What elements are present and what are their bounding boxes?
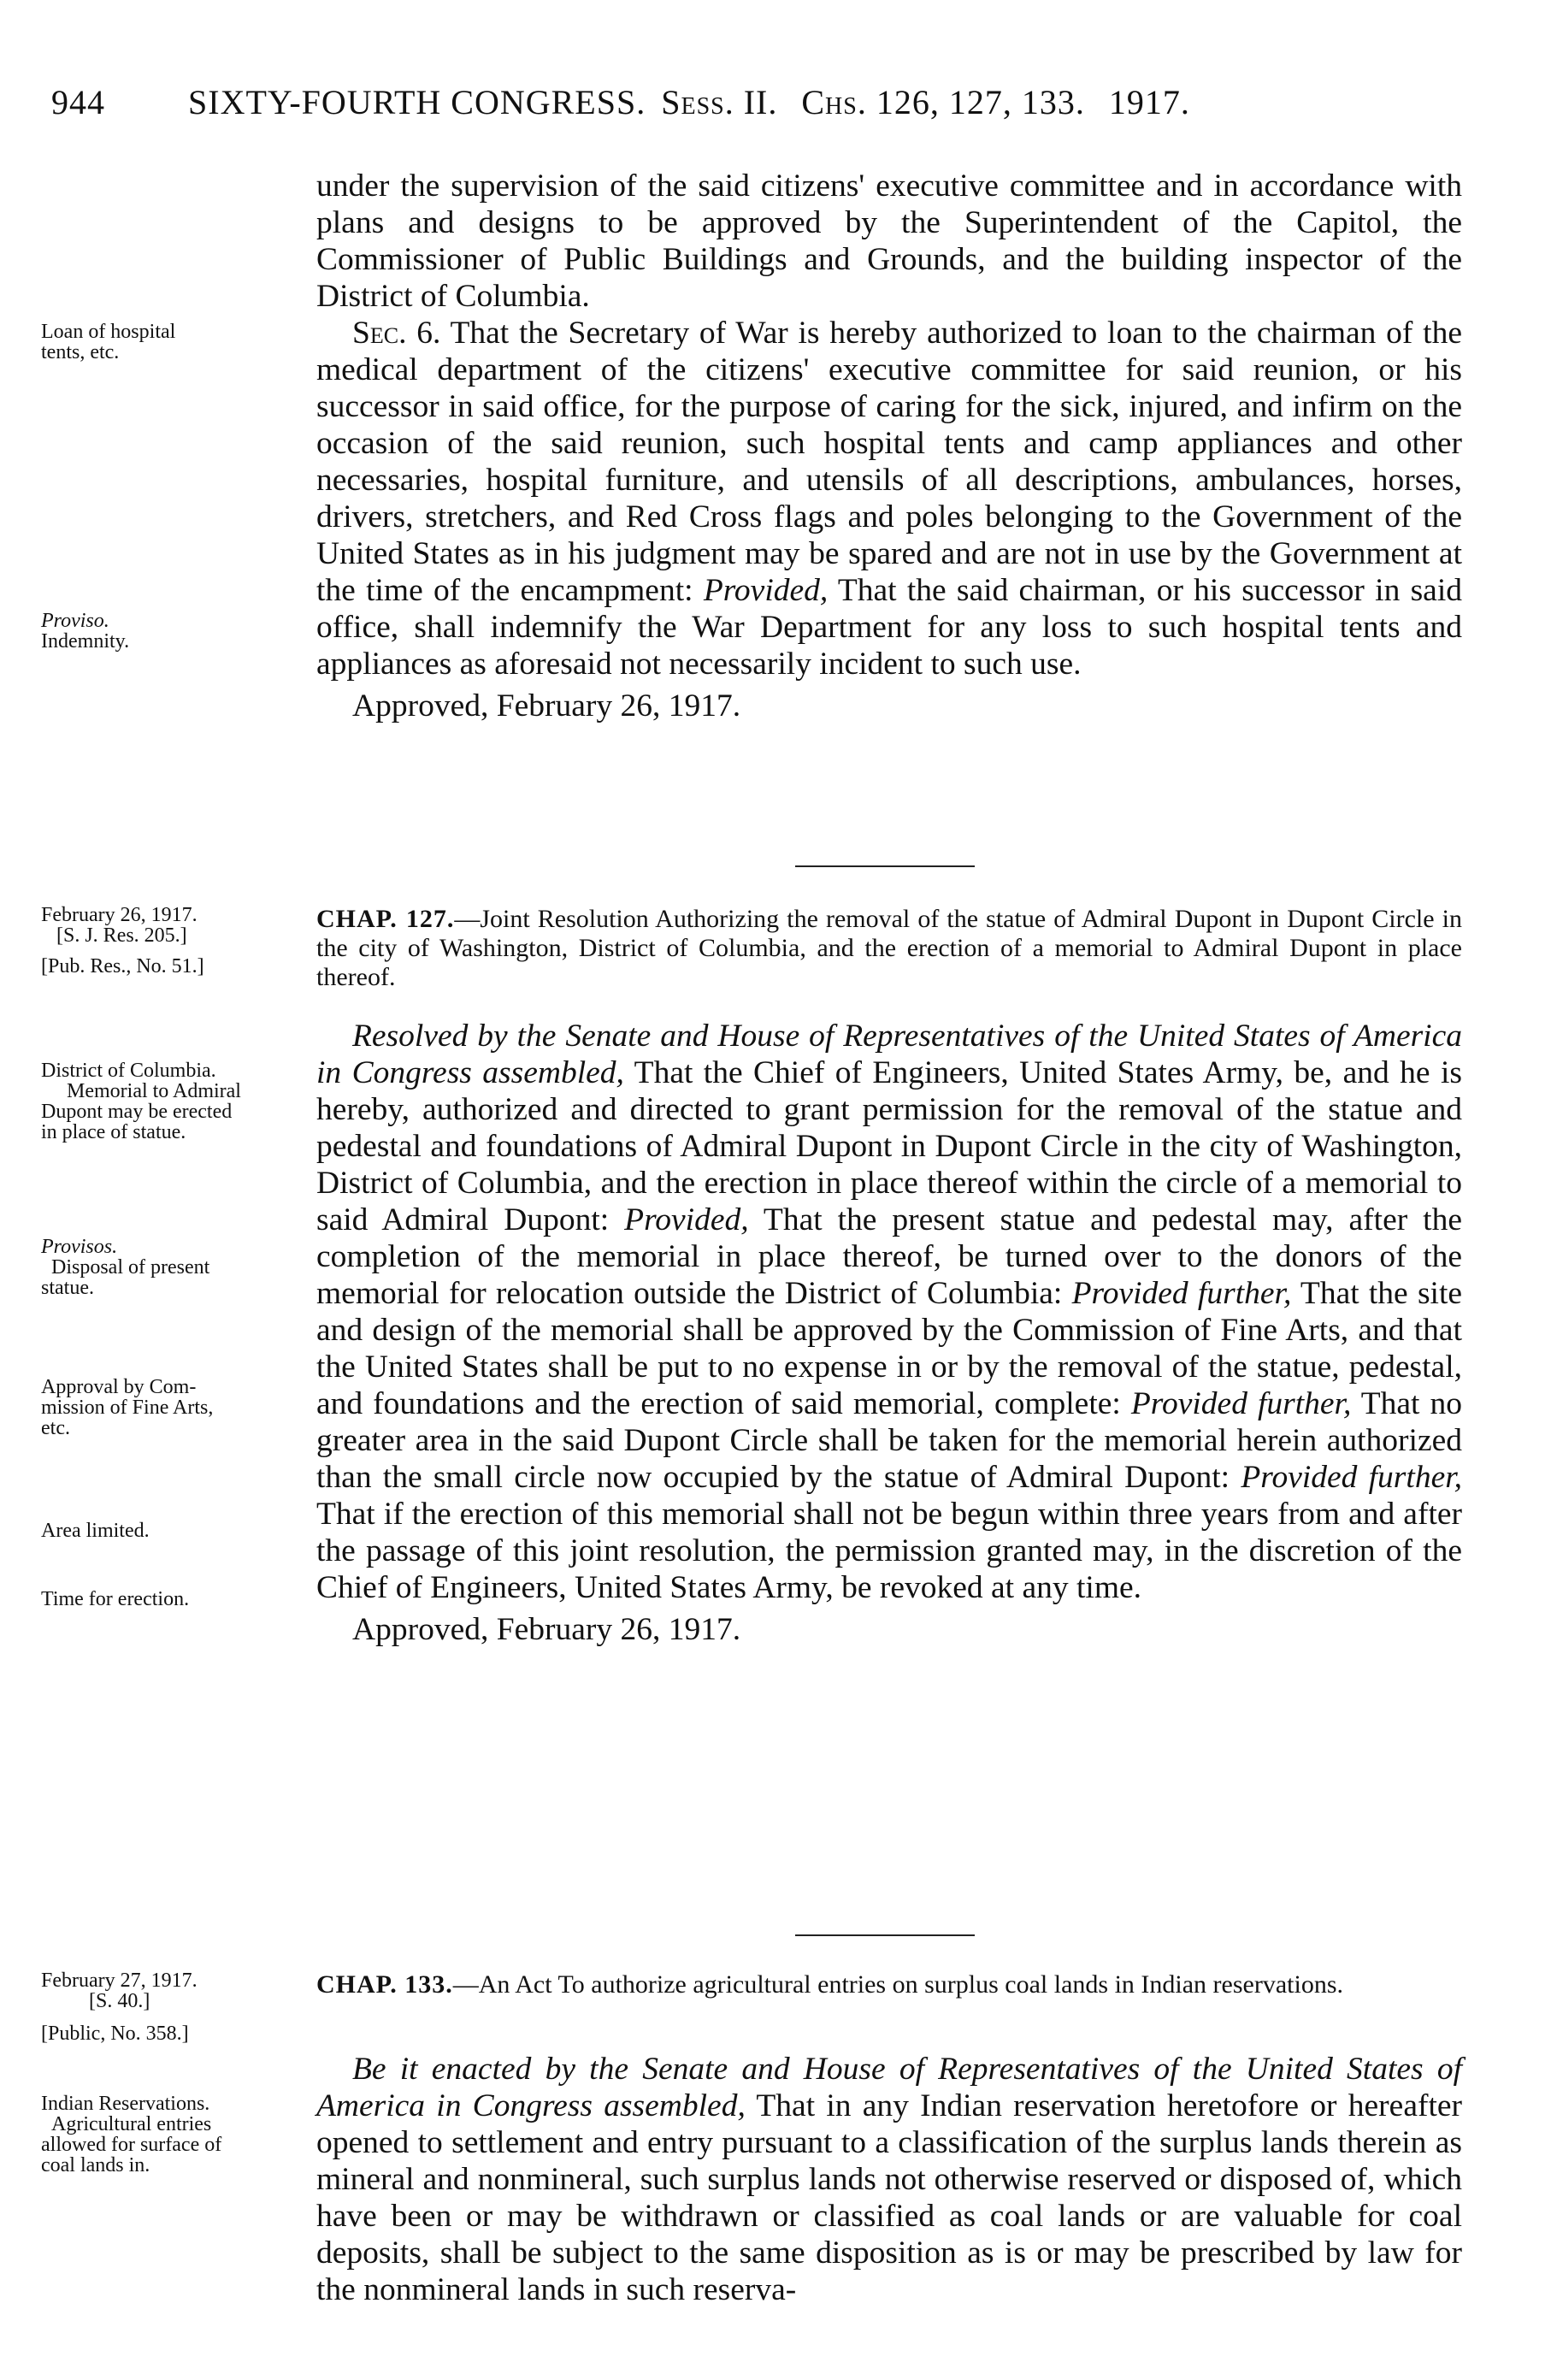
chap-133-heading [316, 1970, 1462, 1999]
margin-note-loan: Loan of hospital tents, etc. [41, 321, 176, 363]
chapter-126-continuation [316, 168, 1462, 724]
margin-note-dc: District of Columbia. Memorial to Admiral Dupont may be erected in place of statue. [41, 1060, 241, 1143]
chap-127-bill: [S. J. Res. 205.] [56, 924, 187, 947]
chap-133-public-law: [Public, No. 358.] [41, 2023, 189, 2045]
proviso-keyword: Provided, [703, 573, 829, 608]
chap-127-title: —Joint Resolution Authorizing the removal of the statue of Admiral Dupont in Dupont Circle in the city of Washington, District of Columbia, and the erection of a memorial to Admiral Dupont in place thereof. [316, 905, 1462, 991]
chap-127-approval-line: Approved, February 26, 1917. [352, 1612, 741, 1647]
chap-133-body [316, 2051, 1462, 2308]
section-6-text-b: That the said chairman, or his successor in said office, shall indemnify the War Department for any loss to such hospital tents and appliances as aforesaid not necessarily incident to such use. [316, 573, 1462, 682]
header-year: 1917. [1108, 83, 1190, 121]
chap-133-date: February 27, 1917. [41, 1970, 198, 1992]
chapter-divider [795, 1934, 975, 1936]
chap-127-citation [41, 905, 298, 977]
session-label: Sess. II. [661, 83, 778, 121]
chap-127-body [316, 1018, 1462, 1648]
margin-note-indian: Indian Reservations. Agricultural entries allowed for surface of coal lands in. [41, 2093, 222, 2176]
chap-127-label: CHAP. 127. [316, 905, 455, 933]
section-divider [795, 865, 975, 867]
margin-note-disposal: Provisos. Disposal of present statue. [41, 1236, 210, 1299]
chap-133-title: —An Act To authorize agricultural entries on surplus coal lands in Indian reservations. [452, 1970, 1343, 1999]
section-label: Sec. 6. [352, 316, 441, 351]
chap-127-heading [316, 905, 1462, 992]
chap-133-act: Be it enacted by the Senate and House of Representatives of the United States of America in Congress assembled, That in any Indian reservation heretofore or hereafter opened to settlement and entry pursuant to a classification of the surplus lands therein as mineral and nonmineral, such surplus lands not otherwise reserved or disposed of, which have been or may be withdrawn or classified as coal lands or are valuable for coal deposits, shall be subject to the same disposition as is or may be prescribed by law for the nonmineral lands in such reserva- [316, 2052, 1462, 2307]
chap-133-bill: [S. 40.] [89, 1990, 150, 2012]
section-6-paragraph [316, 315, 1462, 682]
chap-133-citation [41, 1970, 298, 2044]
running-header [51, 82, 1454, 122]
chap-133-label: CHAP. 133. [316, 1970, 453, 1999]
chap-127-public-resolution: [Pub. Res., No. 51.] [41, 955, 204, 977]
margin-note-area: Area limited. [41, 1520, 150, 1542]
chap-127-resolution: Resolved by the Senate and House of Representatives of the United States of America in Congress assembled, That the Chief of Engineers, United States Army, be, and he is hereby, authorized and directed to grant permission for the removal of the statue and pedestal and foundations of Admiral Dupont in Dupont Circle in the city of Washington, District of Columbia, and the erection in place thereof within the circle of a memorial to said Admiral Dupont: Provided, That the present statue and pedestal may, after the completion of the memorial in place thereof, be turned over to the donors of the memorial for relocation outside the District of Columbia: Provided further, That the site and design of the memorial shall be approved by the Commission of Fine Arts, and that the United States shall be put to no expense in or by the removal of the statue, pedestal, and foundations and the erection of said memorial, complete: Provided further, That no greater area in the said Dupont Circle shall be taken for the memorial herein authorized than the small circle now occupied by the statue of Admiral Dupont: Provided further, That if the erection of this memorial shall not be begun within three years from and after the passage of this joint resolution, the permission granted may, in the discretion of the Chief of Engineers, United States Army, be revoked at any time. [316, 1019, 1463, 1605]
margin-note-time: Time for erection. [41, 1588, 190, 1610]
page-number: 944 [51, 83, 105, 121]
approval-line: Approved, February 26, 1917. [352, 688, 741, 723]
chap-127-enacting-clause: Resolved by the Senate and House of Representatives of the United States of America in Congress assembled, [316, 1019, 1462, 1090]
chap-127-date: February 26, 1917. [41, 904, 198, 926]
margin-note-proviso: Proviso. Indemnity. [41, 610, 130, 653]
chapters-label: Chs. 126, 127, 133. [801, 83, 1085, 121]
margin-note-approval: Approval by Com- mission of Fine Arts, etc. [41, 1376, 214, 1439]
section-6-text-a: That the Secretary of War is hereby authorized to loan to the chairman of the medical department of the citizens' executive committee for said reunion, or his successor in said office, for the purpose of caring for the sick, injured, and infirm on the occasion of the said reunion, such hospital tents and camp appliances and other necessaries, hospital furniture, and utensils of all descriptions, ambulances, horses, drivers, stretchers, and Red Cross flags and poles belonging to the Government of the United States as in his judgment may be spared and are not in use by the Government at the time of the encampment: [316, 316, 1462, 608]
congress-title: SIXTY-FOURTH CONGRESS. [188, 83, 646, 121]
continuation-paragraph: under the supervision of the said citizens' executive committee and in accordance with plans and designs to be approved by the Superintendent of the Capitol, the Commissioner of Public Buildings and Grounds, and the building inspector of the District of Columbia. [316, 168, 1462, 314]
chap-133-enacting-clause: Be it enacted by the Senate and House of Representatives of the United States of America in Congress assembled, [316, 2052, 1462, 2123]
